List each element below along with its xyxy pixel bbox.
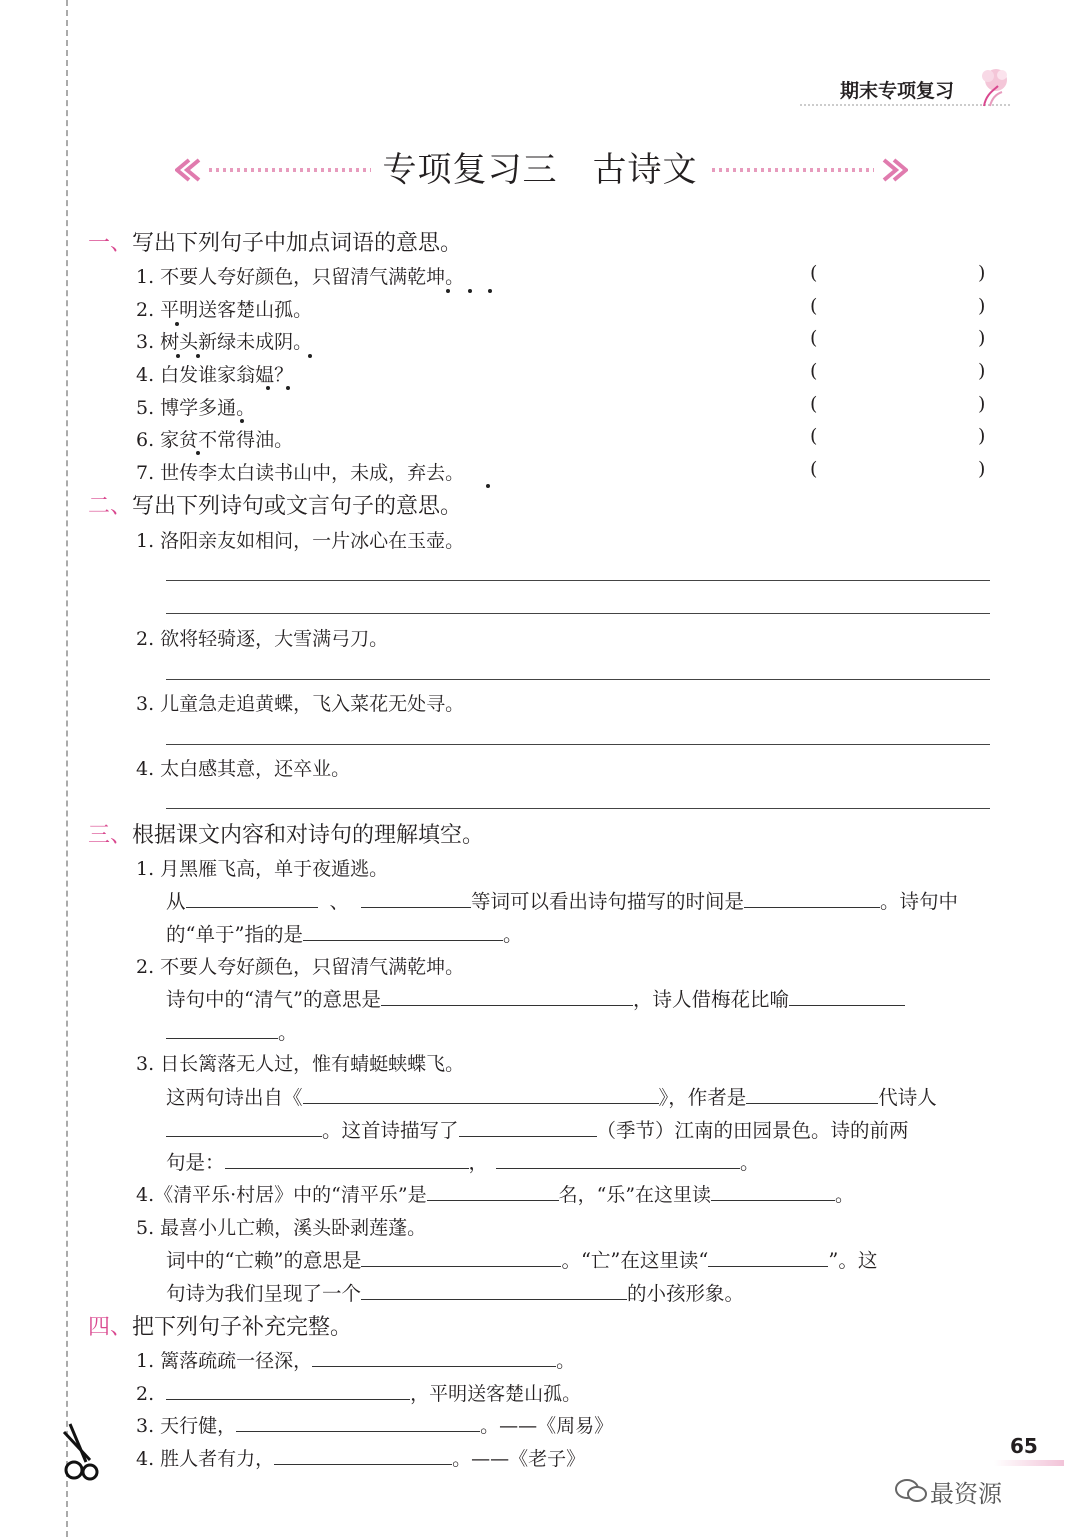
s3-q3-line-2: 。这首诗描写了 （季节）江南的田园景色。诗的前两: [166, 1115, 909, 1143]
wechat-icon: [894, 1478, 928, 1504]
section-1-number: 一、: [88, 231, 133, 256]
page-number: 65: [1010, 1434, 1038, 1458]
section-2-title: 写出下列诗句或文言句子的意思。: [132, 494, 463, 519]
s3-q2-prompt: 2. 不要人夸好颜色，只留清气满乾坤。: [136, 956, 465, 978]
s3-q5-line-2: 句诗为我们呈现了一个 的小孩形象。: [166, 1282, 745, 1305]
s1-item-3: 3. 树头新绿未成阴。: [136, 331, 313, 353]
answer-paren-open: (: [810, 425, 818, 447]
emphasis-dot: [266, 386, 270, 390]
answer-paren-open: (: [810, 295, 818, 317]
fill-blank[interactable]: [312, 1365, 556, 1367]
cut-line: [66, 0, 68, 1537]
flower-icon: [976, 66, 1016, 110]
fill-blank[interactable]: [361, 1298, 627, 1300]
page-number-bar: [994, 1460, 1064, 1466]
section-2-number: 二、: [88, 494, 133, 519]
answer-paren-open: (: [810, 458, 818, 480]
answer-line[interactable]: [166, 744, 990, 745]
fill-blank[interactable]: [166, 1135, 322, 1137]
emphasis-dot: [308, 354, 312, 358]
section-4-title: 把下列句子补充完整。: [132, 1315, 353, 1340]
section-4-heading: [88, 1310, 352, 1341]
answer-paren-close: ): [978, 262, 986, 284]
answer-paren-open: (: [810, 327, 818, 349]
emphasis-dot: [175, 322, 179, 326]
s2-item-1: 1. 洛阳亲友如相问，一片冰心在玉壶。: [136, 530, 465, 552]
s1-item-7: 7. 世传李太白读书山中，未成，弃去。: [136, 462, 465, 484]
answer-line[interactable]: [166, 613, 990, 614]
section-1-title: 写出下列句子中加点词语的意思。: [132, 231, 463, 256]
answer-paren-open: (: [810, 360, 818, 382]
fill-blank[interactable]: [225, 1167, 469, 1169]
fill-blank[interactable]: [708, 1265, 828, 1267]
emphasis-dot: [468, 289, 472, 293]
s2-item-4: 4. 太白感其意，还卒业。: [136, 758, 351, 780]
section-3-title: 根据课文内容和对诗句的理解填空。: [132, 823, 485, 848]
answer-line[interactable]: [166, 580, 990, 581]
section-3-heading: [88, 818, 484, 849]
section-1-heading: [88, 226, 462, 257]
fill-blank[interactable]: [427, 1199, 559, 1201]
header-label: 期末专项复习: [840, 80, 955, 102]
s4-item-4: 4. 胜人者有力， 。——《老子》: [136, 1448, 586, 1470]
answer-line[interactable]: [166, 808, 990, 809]
emphasis-dot: [240, 419, 244, 423]
s1-item-5: 5. 博学多通。: [136, 397, 256, 419]
fill-blank[interactable]: [166, 1037, 278, 1039]
title-right-ornament: [708, 158, 908, 182]
fill-blank[interactable]: [303, 1102, 659, 1104]
scissors-icon: [56, 1420, 102, 1484]
section-2-heading: [88, 489, 462, 520]
s3-q3-line-1: 这两句诗出自《 》，作者是 代诗人: [166, 1086, 937, 1109]
watermark: 最资源: [930, 1480, 1002, 1508]
s4-item-2: 2. ，平明送客楚山孤。: [136, 1383, 582, 1405]
s3-q1-prompt: 1. 月黑雁飞高，单于夜遁逃。: [136, 858, 389, 880]
fill-blank[interactable]: [236, 1430, 480, 1432]
emphasis-dot: [486, 484, 490, 488]
s4-item-3: 3. 天行健， 。——《周易》: [136, 1415, 614, 1437]
fill-blank[interactable]: [744, 906, 880, 908]
s3-q3-prompt: 3. 日长篱落无人过，惟有蜻蜓蛱蝶飞。: [136, 1053, 465, 1075]
fill-blank[interactable]: [303, 939, 503, 941]
s3-q3-line-3: 句是： ， 。: [166, 1151, 760, 1174]
answer-paren-close: ): [978, 327, 986, 349]
emphasis-dot: [446, 289, 450, 293]
emphasis-dot: [488, 289, 492, 293]
answer-paren-close: ): [978, 360, 986, 382]
answer-paren-close: ): [978, 295, 986, 317]
answer-paren-close: ): [978, 425, 986, 447]
s1-item-2: 2. 平明送客楚山孤。: [136, 299, 313, 321]
s3-q5-line-1: 词中的“亡赖”的意思是 。“亡”在这里读“ ”。这: [166, 1249, 878, 1272]
fill-blank[interactable]: [381, 1004, 633, 1006]
fill-blank[interactable]: [789, 1004, 905, 1006]
s1-item-1: 1. 不要人夸好颜色，只留清气满乾坤。: [136, 266, 465, 288]
answer-paren-close: ): [978, 458, 986, 480]
fill-blank[interactable]: [711, 1199, 835, 1201]
emphasis-dot: [196, 354, 200, 358]
emphasis-dot: [176, 354, 180, 358]
page-title: 专项复习三 古诗文: [382, 150, 698, 190]
s1-item-4: 4. 白发谁家翁媪？: [136, 364, 294, 386]
fill-blank[interactable]: [459, 1135, 597, 1137]
s2-item-3: 3. 儿童急走追黄蝶，飞入菜花无处寻。: [136, 693, 465, 715]
fill-blank[interactable]: [746, 1102, 878, 1104]
s3-q5-prompt: 5. 最喜小儿亡赖，溪头卧剥莲蓬。: [136, 1217, 427, 1239]
fill-blank[interactable]: [361, 1265, 561, 1267]
fill-blank[interactable]: [166, 1398, 410, 1400]
s3-q1-line-2: 的“单于”指的是 。: [166, 923, 523, 946]
s1-item-6: 6. 家贫不常得油。: [136, 429, 294, 451]
s3-q1-line-1: 从 、 等词可以看出诗句描写的时间是 。诗句中: [166, 890, 959, 913]
s3-q4: 4.《清平乐·村居》中的“清平乐”是 名，“乐”在这里读 。: [136, 1184, 855, 1206]
answer-paren-open: (: [810, 393, 818, 415]
answer-paren-open: (: [810, 262, 818, 284]
fill-blank[interactable]: [361, 906, 471, 908]
s3-q2-line-2: 。: [166, 1017, 298, 1045]
section-3-number: 三、: [88, 823, 133, 848]
emphasis-dot: [286, 386, 290, 390]
s3-q2-line-1: 诗句中的“清气”的意思是 ，诗人借梅花比喻: [166, 984, 905, 1012]
emphasis-dot: [196, 451, 200, 455]
answer-paren-close: ): [978, 393, 986, 415]
fill-blank[interactable]: [274, 1463, 452, 1465]
fill-blank[interactable]: [186, 906, 318, 908]
s4-item-1: 1. 篱落疏疏一径深， 。: [136, 1350, 576, 1372]
answer-line[interactable]: [166, 679, 990, 680]
fill-blank[interactable]: [496, 1167, 740, 1169]
s2-item-2: 2. 欲将轻骑逐，大雪满弓刀。: [136, 628, 389, 650]
section-4-number: 四、: [88, 1315, 133, 1340]
